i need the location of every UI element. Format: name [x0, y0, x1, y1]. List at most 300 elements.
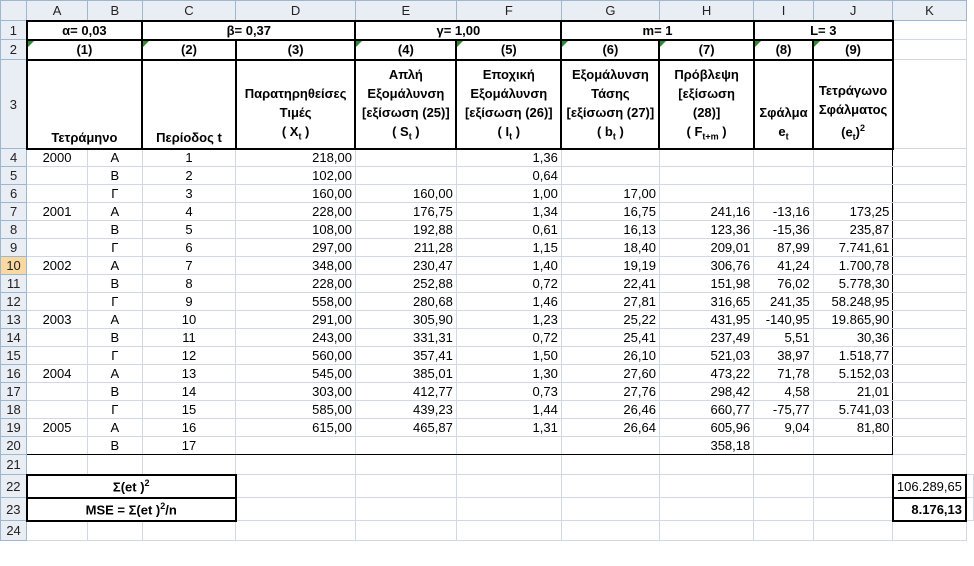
observed-cell[interactable]: 291,00 — [236, 311, 356, 329]
cell-empty[interactable] — [659, 455, 753, 475]
error-cell[interactable]: 38,97 — [754, 347, 814, 365]
period-cell[interactable]: 17 — [142, 437, 236, 455]
simple-smoothing-cell[interactable] — [355, 437, 456, 455]
error-cell[interactable] — [754, 437, 814, 455]
cell-empty[interactable] — [561, 475, 659, 498]
simple-smoothing-cell[interactable]: 280,68 — [355, 293, 456, 311]
header-observed-sub: t — [298, 131, 302, 142]
cell-empty[interactable] — [893, 185, 966, 203]
header-observed[interactable] — [236, 60, 356, 149]
forecast-cell[interactable]: 660,77 — [659, 401, 753, 419]
column-header-c[interactable]: C — [142, 1, 236, 21]
column-header-e[interactable]: E — [355, 1, 456, 21]
observed-cell[interactable]: 108,00 — [236, 221, 356, 239]
quarter-cell[interactable]: Α — [87, 149, 142, 167]
observed-cell[interactable]: 615,00 — [236, 419, 356, 437]
simple-smoothing-cell[interactable]: 160,00 — [355, 185, 456, 203]
cell-empty[interactable] — [893, 311, 966, 329]
squared-error-cell[interactable]: 1.700,78 — [813, 257, 893, 275]
error-cell[interactable]: -75,77 — [754, 401, 814, 419]
squared-error-cell[interactable]: 5.152,03 — [813, 365, 893, 383]
period-cell[interactable]: 10 — [142, 311, 236, 329]
cell-empty[interactable] — [659, 498, 753, 521]
quarter-cell[interactable]: Α — [87, 365, 142, 383]
header-simple-smoothing[interactable] — [355, 60, 456, 149]
period-cell[interactable]: 12 — [142, 347, 236, 365]
row-header[interactable]: 18 — [1, 401, 27, 419]
quarter-cell[interactable]: Γ — [87, 401, 142, 419]
col-number-9[interactable]: (9) — [813, 40, 893, 60]
observed-cell[interactable]: 348,00 — [236, 257, 356, 275]
col-number-7[interactable]: (7) — [659, 40, 753, 60]
cell-empty[interactable] — [27, 521, 88, 541]
cell-empty[interactable] — [561, 455, 659, 475]
trend-cell[interactable]: 27,81 — [561, 293, 659, 311]
header-sqerr-sup: 2 — [860, 122, 866, 133]
simple-smoothing-cell[interactable] — [355, 167, 456, 185]
cell-empty[interactable] — [893, 239, 966, 257]
column-header-f[interactable]: F — [456, 1, 561, 21]
quarter-cell[interactable]: Β — [87, 275, 142, 293]
period-cell[interactable]: 3 — [142, 185, 236, 203]
cell-empty[interactable] — [893, 455, 966, 475]
forecast-cell[interactable]: 241,16 — [659, 203, 753, 221]
observed-cell[interactable]: 218,00 — [236, 149, 356, 167]
cell-empty[interactable] — [893, 347, 966, 365]
year-cell[interactable] — [27, 437, 88, 455]
cell-empty[interactable] — [893, 60, 966, 149]
row-header[interactable]: 17 — [1, 383, 27, 401]
simple-smoothing-cell[interactable]: 252,88 — [355, 275, 456, 293]
simple-smoothing-cell[interactable]: 385,01 — [355, 365, 456, 383]
header-trend-smoothing[interactable] — [561, 60, 659, 149]
period-cell[interactable]: 13 — [142, 365, 236, 383]
column-header-b[interactable]: B — [87, 1, 142, 21]
error-cell[interactable] — [754, 149, 814, 167]
quarter-cell[interactable]: Γ — [87, 293, 142, 311]
quarter-cell[interactable]: Γ — [87, 185, 142, 203]
forecast-cell[interactable]: 358,18 — [659, 437, 753, 455]
cell-empty[interactable] — [87, 521, 142, 541]
row-header[interactable]: 10 — [1, 257, 27, 275]
row-header[interactable]: 13 — [1, 311, 27, 329]
cell-empty[interactable] — [236, 498, 356, 521]
trend-cell[interactable]: 16,13 — [561, 221, 659, 239]
squared-error-cell[interactable]: 19.865,90 — [813, 311, 893, 329]
squared-error-cell[interactable]: 30,36 — [813, 329, 893, 347]
observed-cell[interactable]: 560,00 — [236, 347, 356, 365]
observed-cell[interactable]: 545,00 — [236, 365, 356, 383]
squared-error-cell[interactable]: 21,01 — [813, 383, 893, 401]
observed-cell[interactable]: 160,00 — [236, 185, 356, 203]
header-forecast[interactable] — [659, 60, 753, 149]
year-cell[interactable] — [27, 293, 88, 311]
cell-empty[interactable] — [893, 221, 966, 239]
year-cell[interactable] — [27, 347, 88, 365]
period-cell[interactable]: 9 — [142, 293, 236, 311]
cell-empty[interactable] — [456, 498, 561, 521]
trend-cell[interactable]: 25,41 — [561, 329, 659, 347]
cell-empty[interactable] — [754, 498, 814, 521]
trend-cell[interactable]: 27,60 — [561, 365, 659, 383]
cell-empty[interactable] — [813, 498, 893, 521]
cell-empty[interactable] — [966, 475, 974, 498]
cell-empty[interactable] — [893, 40, 966, 60]
simple-smoothing-cell[interactable]: 211,28 — [355, 239, 456, 257]
forecast-cell[interactable]: 306,76 — [659, 257, 753, 275]
row-header[interactable]: 21 — [1, 455, 27, 475]
year-cell[interactable] — [27, 239, 88, 257]
cell-empty[interactable] — [754, 521, 814, 541]
seasonal-cell[interactable]: 1,44 — [456, 401, 561, 419]
seasonal-cell[interactable]: 1,15 — [456, 239, 561, 257]
cell-empty[interactable] — [893, 167, 966, 185]
trend-cell[interactable]: 27,76 — [561, 383, 659, 401]
seasonal-cell[interactable]: 1,31 — [456, 419, 561, 437]
forecast-cell[interactable] — [659, 167, 753, 185]
col-number-6[interactable]: (6) — [561, 40, 659, 60]
param-m[interactable]: m= 1 — [561, 21, 753, 40]
row-header[interactable]: 22 — [1, 475, 27, 498]
observed-cell[interactable]: 585,00 — [236, 401, 356, 419]
quarter-cell[interactable]: Α — [87, 257, 142, 275]
row-header[interactable]: 5 — [1, 167, 27, 185]
quarter-cell[interactable]: Β — [87, 383, 142, 401]
quarter-cell[interactable]: Α — [87, 419, 142, 437]
period-cell[interactable]: 16 — [142, 419, 236, 437]
year-cell[interactable]: 2001 — [27, 203, 88, 221]
trend-cell[interactable] — [561, 437, 659, 455]
error-cell[interactable]: 76,02 — [754, 275, 814, 293]
row-header[interactable]: 7 — [1, 203, 27, 221]
cell-empty[interactable] — [659, 475, 753, 498]
row-header[interactable]: 4 — [1, 149, 27, 167]
simple-smoothing-cell[interactable]: 465,87 — [355, 419, 456, 437]
cell-empty[interactable] — [893, 21, 966, 40]
row-header[interactable]: 2 — [1, 40, 27, 60]
trend-cell[interactable] — [561, 167, 659, 185]
mse-label[interactable] — [27, 498, 236, 521]
period-cell[interactable]: 7 — [142, 257, 236, 275]
squared-error-cell[interactable]: 81,80 — [813, 419, 893, 437]
squared-error-cell[interactable] — [813, 149, 893, 167]
trend-cell[interactable]: 22,41 — [561, 275, 659, 293]
trend-cell[interactable]: 17,00 — [561, 185, 659, 203]
error-cell[interactable]: 9,04 — [754, 419, 814, 437]
trend-cell[interactable]: 25,22 — [561, 311, 659, 329]
quarter-cell[interactable]: Γ — [87, 347, 142, 365]
error-cell[interactable]: 87,99 — [754, 239, 814, 257]
period-cell[interactable]: 11 — [142, 329, 236, 347]
sum-sq-error-label[interactable] — [27, 475, 236, 498]
forecast-cell[interactable]: 237,49 — [659, 329, 753, 347]
observed-cell[interactable]: 558,00 — [236, 293, 356, 311]
year-cell[interactable]: 2005 — [27, 419, 88, 437]
col-number-1[interactable]: (1) — [27, 40, 143, 60]
cell-empty[interactable] — [456, 455, 561, 475]
period-cell[interactable]: 2 — [142, 167, 236, 185]
observed-cell[interactable]: 102,00 — [236, 167, 356, 185]
squared-error-cell[interactable]: 1.518,77 — [813, 347, 893, 365]
row-header[interactable]: 6 — [1, 185, 27, 203]
forecast-cell[interactable]: 209,01 — [659, 239, 753, 257]
row-header[interactable]: 15 — [1, 347, 27, 365]
row-header[interactable]: 24 — [1, 521, 27, 541]
header-seasonal-smoothing[interactable] — [456, 60, 561, 149]
row-header[interactable]: 12 — [1, 293, 27, 311]
seasonal-cell[interactable]: 1,36 — [456, 149, 561, 167]
row-header[interactable]: 19 — [1, 419, 27, 437]
cell-empty[interactable] — [893, 365, 966, 383]
trend-cell[interactable]: 26,10 — [561, 347, 659, 365]
cell-empty[interactable] — [236, 521, 356, 541]
seasonal-cell[interactable]: 0,61 — [456, 221, 561, 239]
trend-cell[interactable] — [561, 149, 659, 167]
period-cell[interactable]: 15 — [142, 401, 236, 419]
squared-error-cell[interactable]: 58.248,95 — [813, 293, 893, 311]
cell-empty[interactable] — [893, 437, 966, 455]
year-cell[interactable]: 2000 — [27, 149, 88, 167]
header-squared-error[interactable] — [813, 60, 893, 149]
error-cell[interactable]: 5,51 — [754, 329, 814, 347]
squared-error-cell[interactable]: 5.778,30 — [813, 275, 893, 293]
year-cell[interactable]: 2002 — [27, 257, 88, 275]
quarter-cell[interactable]: Α — [87, 311, 142, 329]
period-cell[interactable]: 1 — [142, 149, 236, 167]
error-cell[interactable]: 41,24 — [754, 257, 814, 275]
cell-empty[interactable] — [87, 455, 142, 475]
cell-empty[interactable] — [659, 521, 753, 541]
year-cell[interactable] — [27, 185, 88, 203]
simple-smoothing-cell[interactable]: 230,47 — [355, 257, 456, 275]
column-header-j[interactable]: J — [813, 1, 893, 21]
row-header[interactable]: 14 — [1, 329, 27, 347]
forecast-cell[interactable]: 605,96 — [659, 419, 753, 437]
col-number-8[interactable]: (8) — [754, 40, 814, 60]
col-number-5[interactable]: (5) — [456, 40, 561, 60]
year-cell[interactable] — [27, 383, 88, 401]
param-l[interactable]: L= 3 — [754, 21, 893, 40]
mse-label-sup: 2 — [160, 500, 166, 511]
error-cell[interactable] — [754, 185, 814, 203]
seasonal-cell[interactable]: 1,50 — [456, 347, 561, 365]
cell-empty[interactable] — [355, 455, 456, 475]
simple-smoothing-cell[interactable]: 357,41 — [355, 347, 456, 365]
quarter-cell[interactable]: Β — [87, 221, 142, 239]
error-cell[interactable]: -140,95 — [754, 311, 814, 329]
cell-empty[interactable] — [27, 455, 88, 475]
trend-cell[interactable]: 16,75 — [561, 203, 659, 221]
period-cell[interactable]: 6 — [142, 239, 236, 257]
error-cell[interactable] — [754, 167, 814, 185]
cell-empty[interactable] — [355, 498, 456, 521]
squared-error-cell[interactable]: 7.741,61 — [813, 239, 893, 257]
column-header-k[interactable]: K — [893, 1, 966, 21]
cell-empty[interactable] — [813, 475, 893, 498]
year-cell[interactable] — [27, 221, 88, 239]
forecast-cell[interactable] — [659, 149, 753, 167]
cell-empty[interactable] — [355, 521, 456, 541]
observed-cell[interactable]: 228,00 — [236, 275, 356, 293]
seasonal-cell[interactable]: 0,73 — [456, 383, 561, 401]
column-header-i[interactable]: I — [754, 1, 814, 21]
observed-cell[interactable]: 243,00 — [236, 329, 356, 347]
forecast-cell[interactable]: 123,36 — [659, 221, 753, 239]
header-simple-symbol: ( S — [392, 123, 409, 139]
cell-empty[interactable] — [893, 203, 966, 221]
simple-smoothing-cell[interactable]: 439,23 — [355, 401, 456, 419]
squared-error-cell[interactable] — [813, 167, 893, 185]
header-error-symbol: e — [778, 123, 786, 139]
cell-empty[interactable] — [813, 455, 893, 475]
col-number-4[interactable]: (4) — [355, 40, 456, 60]
forecast-cell[interactable]: 521,03 — [659, 347, 753, 365]
row-header[interactable]: 23 — [1, 498, 27, 521]
period-cell[interactable]: 8 — [142, 275, 236, 293]
squared-error-cell[interactable]: 173,25 — [813, 203, 893, 221]
cell-empty[interactable] — [893, 419, 966, 437]
col-number-2[interactable]: (2) — [142, 40, 236, 60]
row-header[interactable]: 1 — [1, 21, 27, 40]
param-gamma[interactable]: γ= 1,00 — [355, 21, 561, 40]
period-cell[interactable]: 14 — [142, 383, 236, 401]
cell-empty[interactable] — [893, 401, 966, 419]
row-header[interactable]: 9 — [1, 239, 27, 257]
param-beta[interactable]: β= 0,37 — [142, 21, 355, 40]
forecast-cell[interactable]: 151,98 — [659, 275, 753, 293]
cell-empty[interactable] — [893, 257, 966, 275]
forecast-cell[interactable] — [659, 185, 753, 203]
seasonal-cell[interactable]: 1,40 — [456, 257, 561, 275]
cell-empty[interactable] — [893, 293, 966, 311]
squared-error-cell[interactable]: 235,87 — [813, 221, 893, 239]
row-header[interactable]: 11 — [1, 275, 27, 293]
trend-cell[interactable]: 19,19 — [561, 257, 659, 275]
cell-empty[interactable] — [893, 383, 966, 401]
seasonal-cell[interactable]: 1,00 — [456, 185, 561, 203]
cell-empty[interactable] — [966, 498, 974, 521]
row-header[interactable]: 8 — [1, 221, 27, 239]
cell-empty[interactable] — [561, 521, 659, 541]
forecast-cell[interactable]: 316,65 — [659, 293, 753, 311]
simple-smoothing-cell[interactable]: 331,31 — [355, 329, 456, 347]
period-cell[interactable]: 5 — [142, 221, 236, 239]
cell-empty[interactable] — [893, 329, 966, 347]
header-period[interactable]: Περίοδος t — [142, 60, 236, 149]
header-quarter[interactable]: Τετράμηνο — [27, 60, 143, 149]
squared-error-cell[interactable] — [813, 437, 893, 455]
seasonal-cell[interactable]: 1,30 — [456, 365, 561, 383]
mse-value[interactable]: 8.176,13 — [893, 498, 966, 521]
seasonal-cell[interactable]: 0,64 — [456, 167, 561, 185]
squared-error-cell[interactable] — [813, 185, 893, 203]
cell-empty[interactable] — [236, 475, 356, 498]
quarter-cell[interactable]: Γ — [87, 239, 142, 257]
year-cell[interactable] — [27, 275, 88, 293]
simple-smoothing-cell[interactable]: 192,88 — [355, 221, 456, 239]
header-error[interactable] — [754, 60, 814, 149]
cell-empty[interactable] — [561, 498, 659, 521]
simple-smoothing-cell[interactable]: 176,75 — [355, 203, 456, 221]
cell-empty[interactable] — [754, 455, 814, 475]
observed-cell[interactable]: 297,00 — [236, 239, 356, 257]
simple-smoothing-cell[interactable]: 305,90 — [355, 311, 456, 329]
cell-empty[interactable] — [893, 521, 966, 541]
column-header-h[interactable]: H — [659, 1, 753, 21]
observed-cell[interactable]: 303,00 — [236, 383, 356, 401]
sum-label-sup: 2 — [144, 477, 150, 488]
cell-empty[interactable] — [813, 521, 893, 541]
cell-empty[interactable] — [355, 475, 456, 498]
seasonal-cell[interactable]: 1,46 — [456, 293, 561, 311]
cell-empty[interactable] — [142, 455, 236, 475]
trend-cell[interactable]: 26,64 — [561, 419, 659, 437]
cell-empty[interactable] — [142, 521, 236, 541]
column-header-d[interactable]: D — [236, 1, 356, 21]
seasonal-cell[interactable]: 1,23 — [456, 311, 561, 329]
cell-empty[interactable] — [893, 275, 966, 293]
seasonal-cell[interactable]: 1,34 — [456, 203, 561, 221]
observed-cell[interactable] — [236, 437, 356, 455]
cell-empty[interactable] — [893, 149, 966, 167]
forecast-cell[interactable]: 431,95 — [659, 311, 753, 329]
quarter-cell[interactable]: Α — [87, 203, 142, 221]
seasonal-cell[interactable]: 0,72 — [456, 329, 561, 347]
squared-error-cell[interactable]: 5.741,03 — [813, 401, 893, 419]
year-cell[interactable]: 2004 — [27, 365, 88, 383]
seasonal-cell[interactable]: 0,72 — [456, 275, 561, 293]
row-header[interactable]: 20 — [1, 437, 27, 455]
column-header-a[interactable]: A — [27, 1, 88, 21]
cell-empty[interactable] — [456, 521, 561, 541]
select-all-corner[interactable] — [1, 1, 27, 21]
quarter-cell[interactable]: Β — [87, 329, 142, 347]
error-cell[interactable]: 4,58 — [754, 383, 814, 401]
forecast-cell[interactable]: 298,42 — [659, 383, 753, 401]
simple-smoothing-cell[interactable] — [355, 149, 456, 167]
year-cell[interactable] — [27, 167, 88, 185]
header-seasonal-symbol: ( I — [497, 123, 510, 139]
forecast-cell[interactable]: 473,22 — [659, 365, 753, 383]
error-cell[interactable]: 241,35 — [754, 293, 814, 311]
quarter-cell[interactable]: Β — [87, 167, 142, 185]
simple-smoothing-cell[interactable]: 412,77 — [355, 383, 456, 401]
year-cell[interactable]: 2003 — [27, 311, 88, 329]
param-alpha[interactable]: α= 0,03 — [27, 21, 143, 40]
row-header[interactable]: 16 — [1, 365, 27, 383]
error-cell[interactable]: -15,36 — [754, 221, 814, 239]
trend-cell[interactable]: 18,40 — [561, 239, 659, 257]
header-trend-symbol: ( b — [596, 123, 613, 139]
seasonal-cell[interactable] — [456, 437, 561, 455]
sum-sq-error-value[interactable]: 106.289,65 — [893, 475, 966, 498]
column-header-g[interactable]: G — [561, 1, 659, 21]
row-header[interactable]: 3 — [1, 60, 27, 149]
col-number-3[interactable]: (3) — [236, 40, 356, 60]
error-cell[interactable]: 71,78 — [754, 365, 814, 383]
year-cell[interactable] — [27, 329, 88, 347]
period-cell[interactable]: 4 — [142, 203, 236, 221]
quarter-cell[interactable]: Β — [87, 437, 142, 455]
observed-cell[interactable]: 228,00 — [236, 203, 356, 221]
year-cell[interactable] — [27, 401, 88, 419]
error-cell[interactable]: -13,16 — [754, 203, 814, 221]
cell-empty[interactable] — [456, 475, 561, 498]
cell-empty[interactable] — [236, 455, 356, 475]
cell-empty[interactable] — [754, 475, 814, 498]
header-sqerr-symbol: (e — [841, 123, 853, 139]
trend-cell[interactable]: 26,46 — [561, 401, 659, 419]
